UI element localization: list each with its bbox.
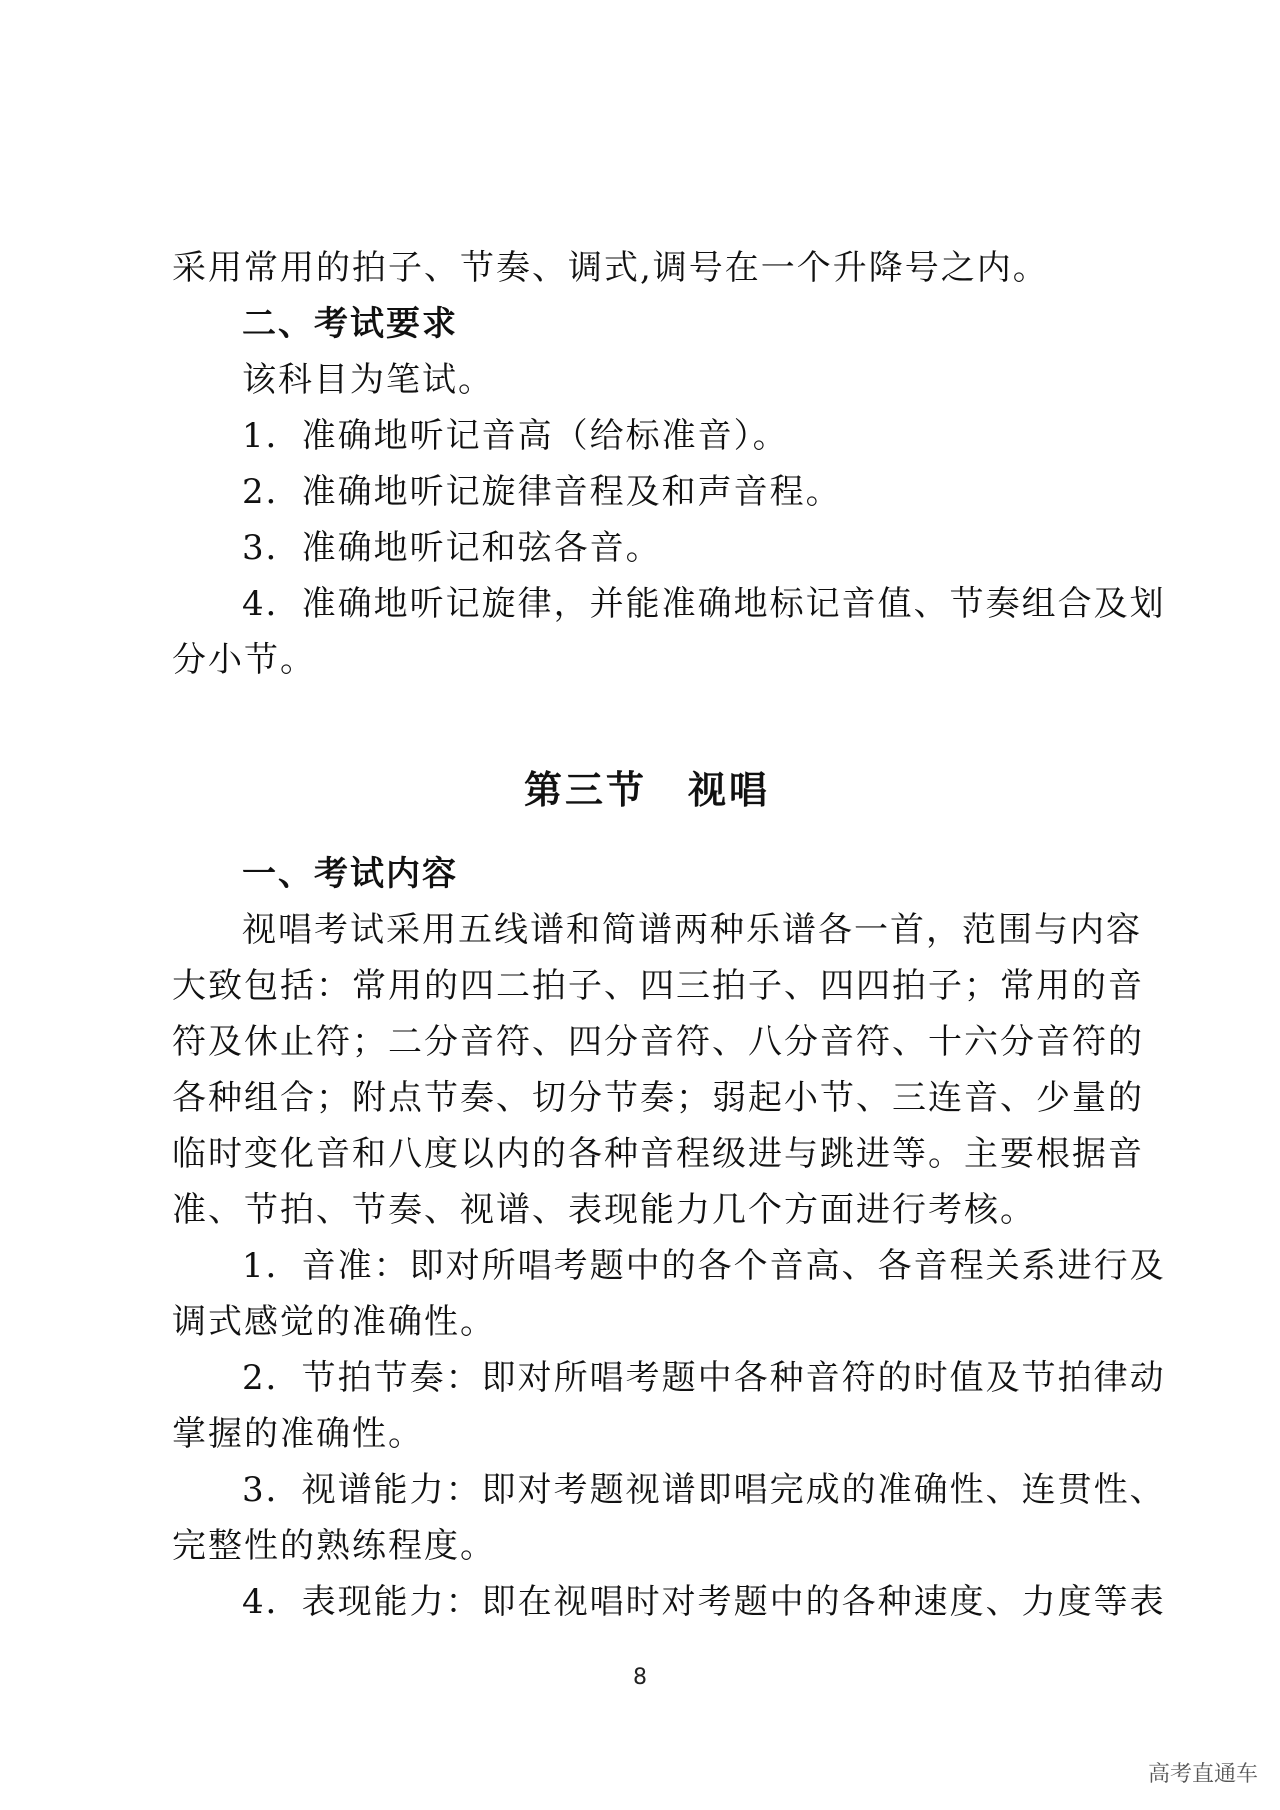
list-item: 4．准确地听记旋律，并能准确地标记音值、节奏组合及划 bbox=[242, 584, 1166, 624]
paragraph-line: 该科目为笔试。 bbox=[242, 360, 494, 400]
section-heading-exam-content: 一、考试内容 bbox=[242, 854, 458, 894]
paragraph-line: 各种组合；附点节奏、切分节奏；弱起小节、三连音、少量的 bbox=[172, 1078, 1144, 1118]
list-item-continuation: 调式感觉的准确性。 bbox=[172, 1302, 496, 1342]
list-item: 3．视谱能力：即对考题视谱即唱完成的准确性、连贯性、 bbox=[242, 1470, 1166, 1510]
section-title: 第三节 视唱 bbox=[523, 767, 770, 812]
watermark-text: 高考直通车 bbox=[1147, 1762, 1258, 1787]
list-item-continuation: 分小节。 bbox=[172, 640, 316, 680]
list-item: 2．节拍节奏：即对所唱考题中各种音符的时值及节拍律动 bbox=[242, 1358, 1166, 1398]
list-item: 3．准确地听记和弦各音。 bbox=[242, 528, 662, 568]
list-item: 2．准确地听记旋律音程及和声音程。 bbox=[242, 472, 842, 512]
list-item: 1．准确地听记音高（给标准音）。 bbox=[242, 416, 789, 456]
section-heading-exam-requirements: 二、考试要求 bbox=[242, 304, 458, 344]
list-item: 1．音准：即对所唱考题中的各个音高、各音程关系进行及 bbox=[242, 1246, 1166, 1286]
paragraph-line: 大致包括：常用的四二拍子、四三拍子、四四拍子；常用的音 bbox=[172, 966, 1144, 1006]
document-body bbox=[172, 240, 1166, 1630]
list-item: 4．表现能力：即在视唱时对考题中的各种速度、力度等表 bbox=[242, 1582, 1166, 1622]
paragraph-line: 准、节拍、节奏、视谱、表现能力几个方面进行考核。 bbox=[172, 1190, 1036, 1230]
page-number: 8 bbox=[633, 1665, 647, 1690]
paragraph-line: 采用常用的拍子、节奏、调式,调号在一个升降号之内。 bbox=[172, 248, 1049, 288]
paragraph-line: 临时变化音和八度以内的各种音程级进与跳进等。主要根据音 bbox=[172, 1134, 1144, 1174]
list-item-continuation: 完整性的熟练程度。 bbox=[172, 1526, 496, 1566]
list-item-continuation: 掌握的准确性。 bbox=[172, 1414, 424, 1454]
paragraph-line: 符及休止符；二分音符、四分音符、八分音符、十六分音符的 bbox=[172, 1022, 1144, 1062]
paragraph-line: 视唱考试采用五线谱和简谱两种乐谱各一首，范围与内容 bbox=[242, 910, 1142, 950]
